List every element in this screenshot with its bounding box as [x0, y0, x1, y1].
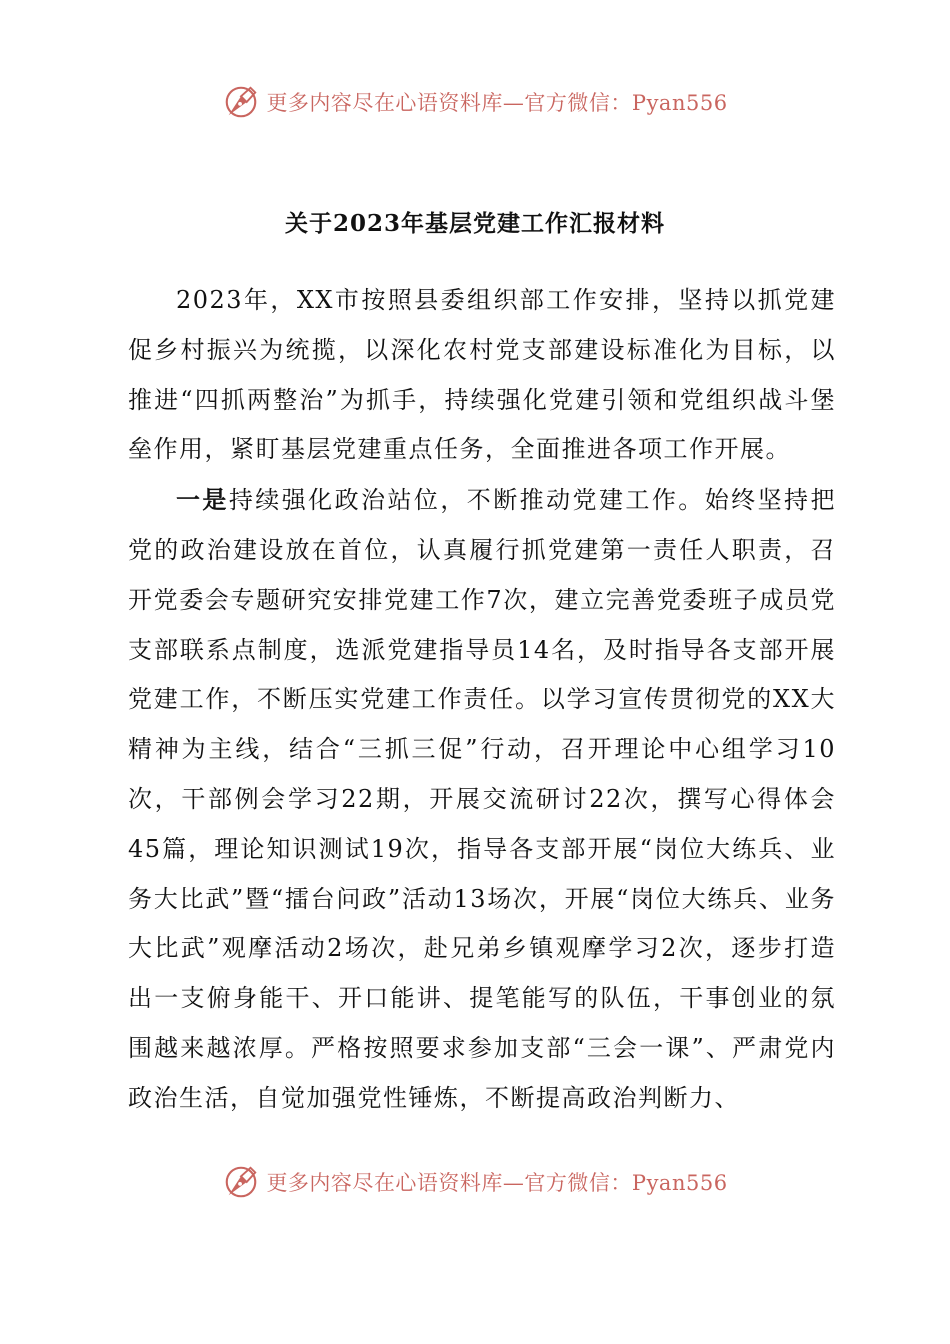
footer-watermark-text: 更多内容尽在心语资料库—官方微信：Pyan556 — [266, 1171, 728, 1195]
header-watermark-banner — [0, 80, 950, 124]
paragraph-lead: 一是 — [176, 485, 229, 515]
document-title: 关于2023年基层党建工作汇报材料 — [284, 210, 665, 237]
pen-nib-logo-icon — [222, 83, 260, 121]
pen-nib-logo-icon — [222, 1163, 260, 1201]
paragraph-text: 2023年，XX市按照县委组织部工作安排，坚持以抓党建促乡村振兴为统揽，以深化农村党支部建设标准化为目标，以推进“四抓两整治”为抓手，持续强化党建引领和党组织战斗堡垒作用，紧盯基层党建重点任务，全面推进各项工作开展。 — [128, 286, 836, 464]
footer-watermark-banner — [0, 1160, 950, 1204]
document-body — [128, 275, 836, 1124]
paragraph-text: 持续强化政治站位，不断推动党建工作。始终坚持把党的政治建设放在首位，认真履行抓党建第一责任人职责，召开党委会专题研究安排党建工作7次，建立完善党委班子成员党支部联系点制度，选派党建指导员14名，及时指导各支部开展党建工作，不断压实党建工作责任。以学习宣传贯彻党的XX大精神为主线，结合“三抓三促”行动，召开理论中心组学习10次，干部例会学习22期，开展交流研讨22次，撰写心得体会45篇，理论知识测试19次，指导各支部开展“岗位大练兵、业务大比武”暨“擂台问政”活动13场次，开展“岗位大练兵、业务大比武”观摩活动2场次，赴兄弟乡镇观摩学习2次，逐步打造出一支俯身能干、开口能讲、提笔能写的队伍，干事创业的氛围越来越浓厚。严格按照要求参加支部“三会一课”、严肃党内政治生活，自觉加强党性锤炼，不断提高政治判断力、 — [128, 486, 836, 1112]
paragraph-intro — [128, 275, 836, 475]
header-watermark-text: 更多内容尽在心语资料库—官方微信：Pyan556 — [266, 91, 728, 115]
paragraph-point-one — [128, 475, 836, 1123]
